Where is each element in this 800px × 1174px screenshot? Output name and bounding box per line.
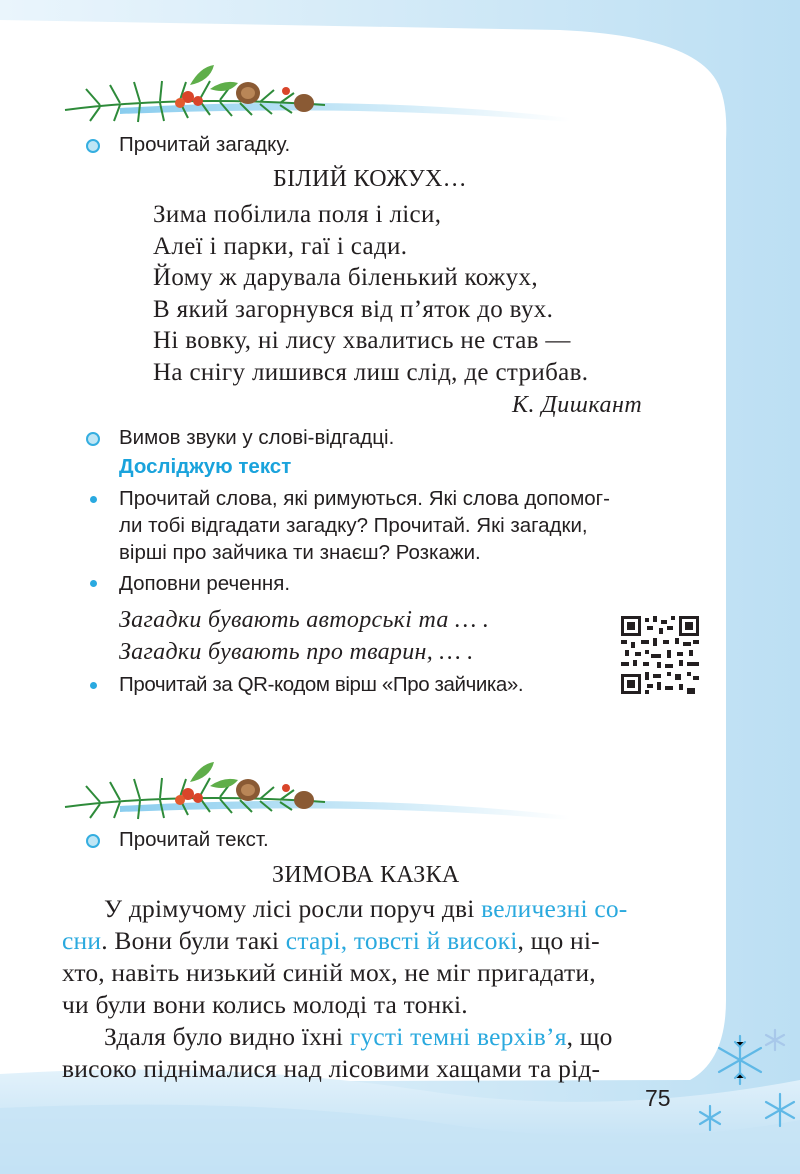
poem-line: На снігу лишився лиш слід, де стрибав.	[153, 358, 589, 386]
instruction-read-riddle: Прочитай загадку.	[119, 133, 291, 156]
poem-line: Зима побілила поля і ліси,	[153, 201, 442, 228]
instruction-sounds: Вимов звуки у слові-відгадці.	[119, 426, 395, 449]
poem-author: К. Дишкант	[512, 392, 643, 418]
sentence-riddle-animals: Загадки бувають про тварин, … .	[119, 639, 474, 665]
fir-branch-garland-icon	[60, 752, 330, 827]
riddle-title: БІЛИЙ КОЖУХ…	[273, 166, 467, 192]
fir-branch-garland-icon	[60, 55, 330, 130]
bullet-ring	[86, 432, 100, 446]
story-line: сни. Вони були такі старі, товсті й високі, що ні-	[62, 926, 600, 955]
task-line: Прочитай слова, які римуються. Які слова допомог-	[119, 487, 610, 510]
highlighted-phrase: старі, товсті й високі	[285, 926, 518, 955]
story-title: ЗИМОВА КАЗКА	[272, 862, 460, 888]
story-line: чи були вони колись молоді та тонкі.	[62, 990, 468, 1019]
task-line: вірші про зайчика ти знаєш? Розкажи.	[119, 541, 481, 564]
poem-line: Алеї і парки, гаї і сади.	[153, 232, 408, 260]
explore-text-heading: Досліджую текст	[119, 455, 292, 478]
sentence-riddle-authors: Загадки бувають авторські та … .	[119, 607, 490, 633]
task-qr-poem: Прочитай за QR-кодом вірш «Про зайчика».	[119, 673, 524, 696]
story-line: високо піднімалися над лісовими хащами та рід-	[62, 1054, 601, 1083]
snowflakes-icon	[680, 1020, 800, 1150]
bullet-dot	[90, 580, 97, 587]
story-paragraph-2	[62, 1021, 613, 1085]
task-line: ли тобі відгадати загадку? Прочитай. Які загадки,	[119, 514, 588, 537]
bullet-dot	[90, 496, 97, 503]
task-rhyme-words	[119, 485, 610, 566]
page-number: 75	[645, 1085, 671, 1111]
story-line: У дрімучому лісі росли поруч дві величезні со-	[104, 894, 628, 923]
highlighted-phrase: сни	[62, 926, 102, 955]
story-paragraph-1	[62, 893, 627, 1021]
poem-line: В який загорнувся від п’яток до вух.	[153, 295, 554, 323]
bullet-ring	[86, 139, 100, 153]
poem-line: Йому ж дарувала біленький кожух,	[153, 264, 538, 292]
bullet-ring	[86, 834, 100, 848]
task-complete-sentences: Доповни речення.	[119, 572, 291, 595]
riddle-poem	[153, 199, 588, 389]
story-line: хто, навіть низький синій мох, не міг пригадати,	[62, 958, 596, 987]
bullet-dot	[90, 682, 97, 689]
highlighted-phrase: густі темні верхів’я	[349, 1022, 567, 1051]
instruction-read-text: Прочитай текст.	[119, 828, 269, 851]
highlighted-phrase: величезні со-	[481, 894, 628, 923]
poem-line: Ні вовку, ні лису хвалитись не став —	[153, 327, 571, 355]
story-line: Здаля було видно їхні густі темні верхів’я, що	[104, 1022, 613, 1051]
qr-code-icon[interactable]	[621, 616, 699, 694]
